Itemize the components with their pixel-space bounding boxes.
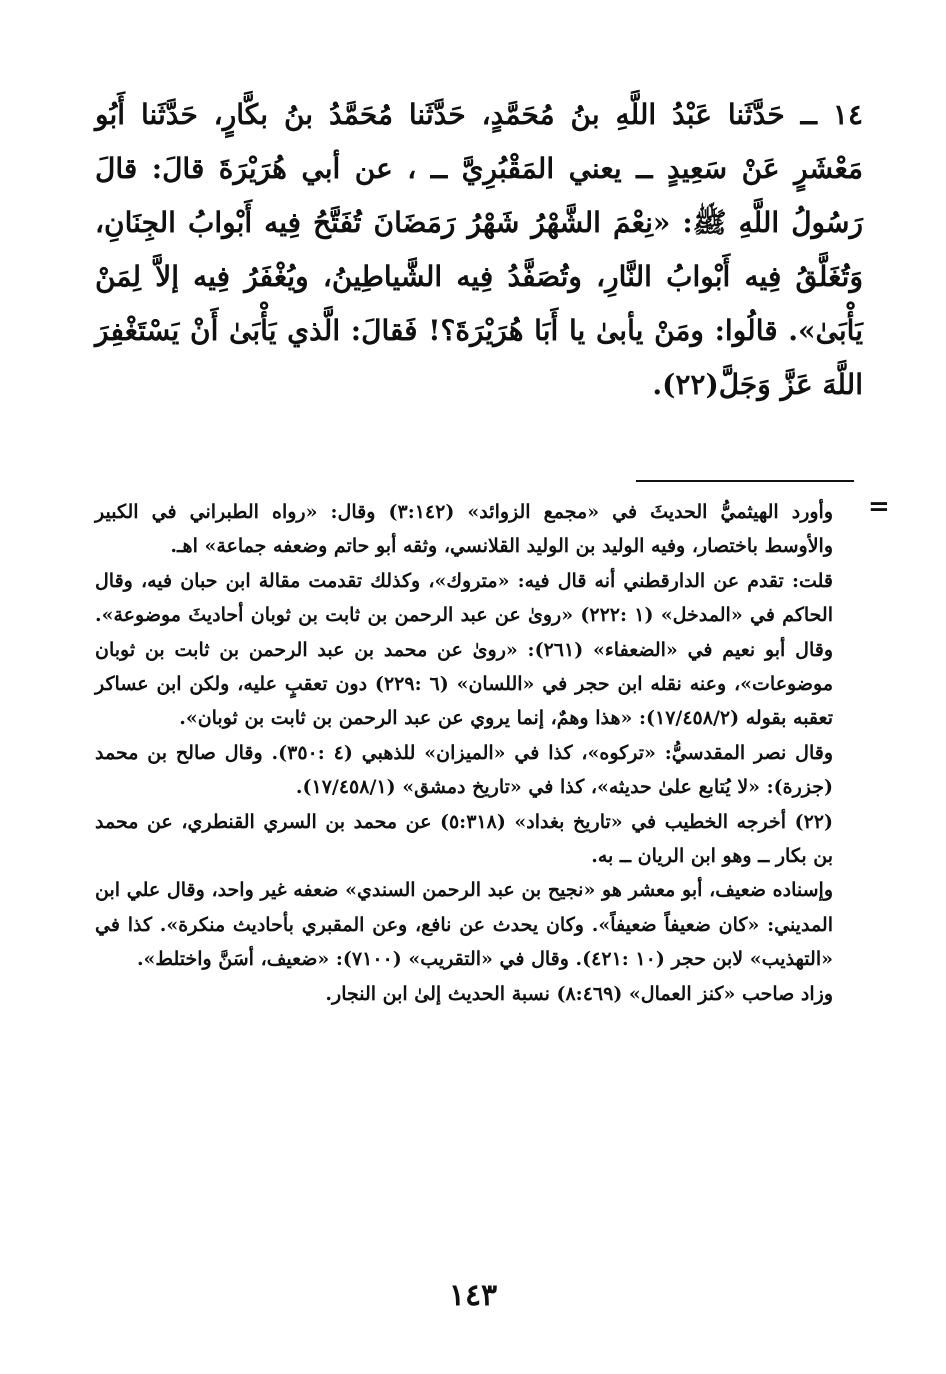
footnotes (95, 495, 833, 1011)
footnote-continuation-mark: = (868, 492, 890, 522)
footnote-paragraph: قلت: تقدم عن الدارقطني أنه قال فيه: «متروك»، وكذلك تقدمت مقالة ابن حبان فيه، وقال الحاكم في «المدخل» (١ :٢٢٢) «روىٰ عن عبد الرحمن بن ثابت بن ثوبان أحاديثَ موضوعة». وقال أبو نعيم في «الضعفاء» (٢٦١): «روىٰ عن محمد بن عبد الرحمن بن ثابت بن ثوبان موضوعات»، وعنه نقله ابن حجر في «اللسان» (٦ :٢٢٩) دون تعقبٍ عليه، ولكن ابن عساكر تعقبه بقوله (١٧/٤٥٨/٢): «هذا وهمٌ، إنما يروي عن عبد الرحمن بن ثابت بن ثوبان». (95, 569, 833, 730)
hadith-block (95, 88, 863, 412)
footnote-paragraph: وإسناده ضعيف، أبو معشر هو «نجيح بن عبد الرحمن السندي» ضعفه غير واحد، وقال علي ابن المديني: «كان ضعيفاً ضعيفاً». وكان يحدث عن نافع، وعن المقبري بأحاديث منكرة». كذا في «التهذيب» لابن حجر (١٠ :٤٢١). وقال في «التقريب» (٧١٠٠): «ضعيف، أسَنَّ واختلط». (95, 879, 833, 971)
footnote-paragraph: وأورد الهيثميُّ الحديثَ في «مجمع الزوائد» (٣:١٤٢) وقال: «رواه الطبراني في الكبير والأوسط باختصار، وفيه الوليد بن الوليد القلانسي، وثقه أبو حاتم وضعفه جماعة» اهـ. (95, 501, 833, 558)
page-number: ١٤٣ (448, 1278, 498, 1313)
footnote-paragraph: وزاد صاحب «كنز العمال» (٨:٤٦٩) نسبة الحديث إلىٰ ابن النجار. (325, 982, 833, 1005)
hadith-text: ١٤ ــ حَدَّثَنا عَبْدُ اللَّهِ بنُ مُحَمَّدٍ، حَدَّثَنا مُحَمَّدُ بنُ بكَّارٍ، حَدَّثَنا أَبُو مَعْشَرٍ عَنْ سَعِيدٍ ــ يعني المَقْبُرِيَّ ــ ، عن أبي هُرَيْرَةَ قالَ: قالَ رَسُولُ اللَّهِ ﷺ: «نِعْمَ الشَّهْرُ شَهْرُ رَمَضَانَ تُفَتَّحُ فِيه أَبْوابُ الجِنَانِ، وَتُغَلَّقُ فِيه أَبْوابُ النَّارِ، وتُصَفَّدُ فِيه الشَّياطِينُ، ويُغْفَرُ فِيه إلاَّ لِمَنْ يَأْبَىٰ». قالُوا: ومَنْ يأبىٰ يا أَبَا هُرَيْرَةَ؟! فَقالَ: الَّذي يَأْبَىٰ أَنْ يَسْتَغْفِرَ اللَّهَ عَزَّ وَجَلَّ(٢٢). (95, 98, 863, 401)
footnote-paragraph: وقال نصر المقدسيُّ: «تركوه»، كذا في «الميزان» للذهبي (٤ :٣٥٠). وقال صالح بن محمد (جزرة): «لا يُتابع علىٰ حديثه»، كذا في «تاريخ دمشق» (١٧/٤٥٨/١). (95, 741, 834, 799)
footnote-paragraph: (٢٢) أخرجه الخطيب في «تاريخ بغداد» (٥:٣١٨) عن محمد بن السري القنطري، عن محمد بن بكار ــ وهو ابن الريان ــ به. (95, 810, 833, 868)
footnote-separator (636, 480, 854, 482)
